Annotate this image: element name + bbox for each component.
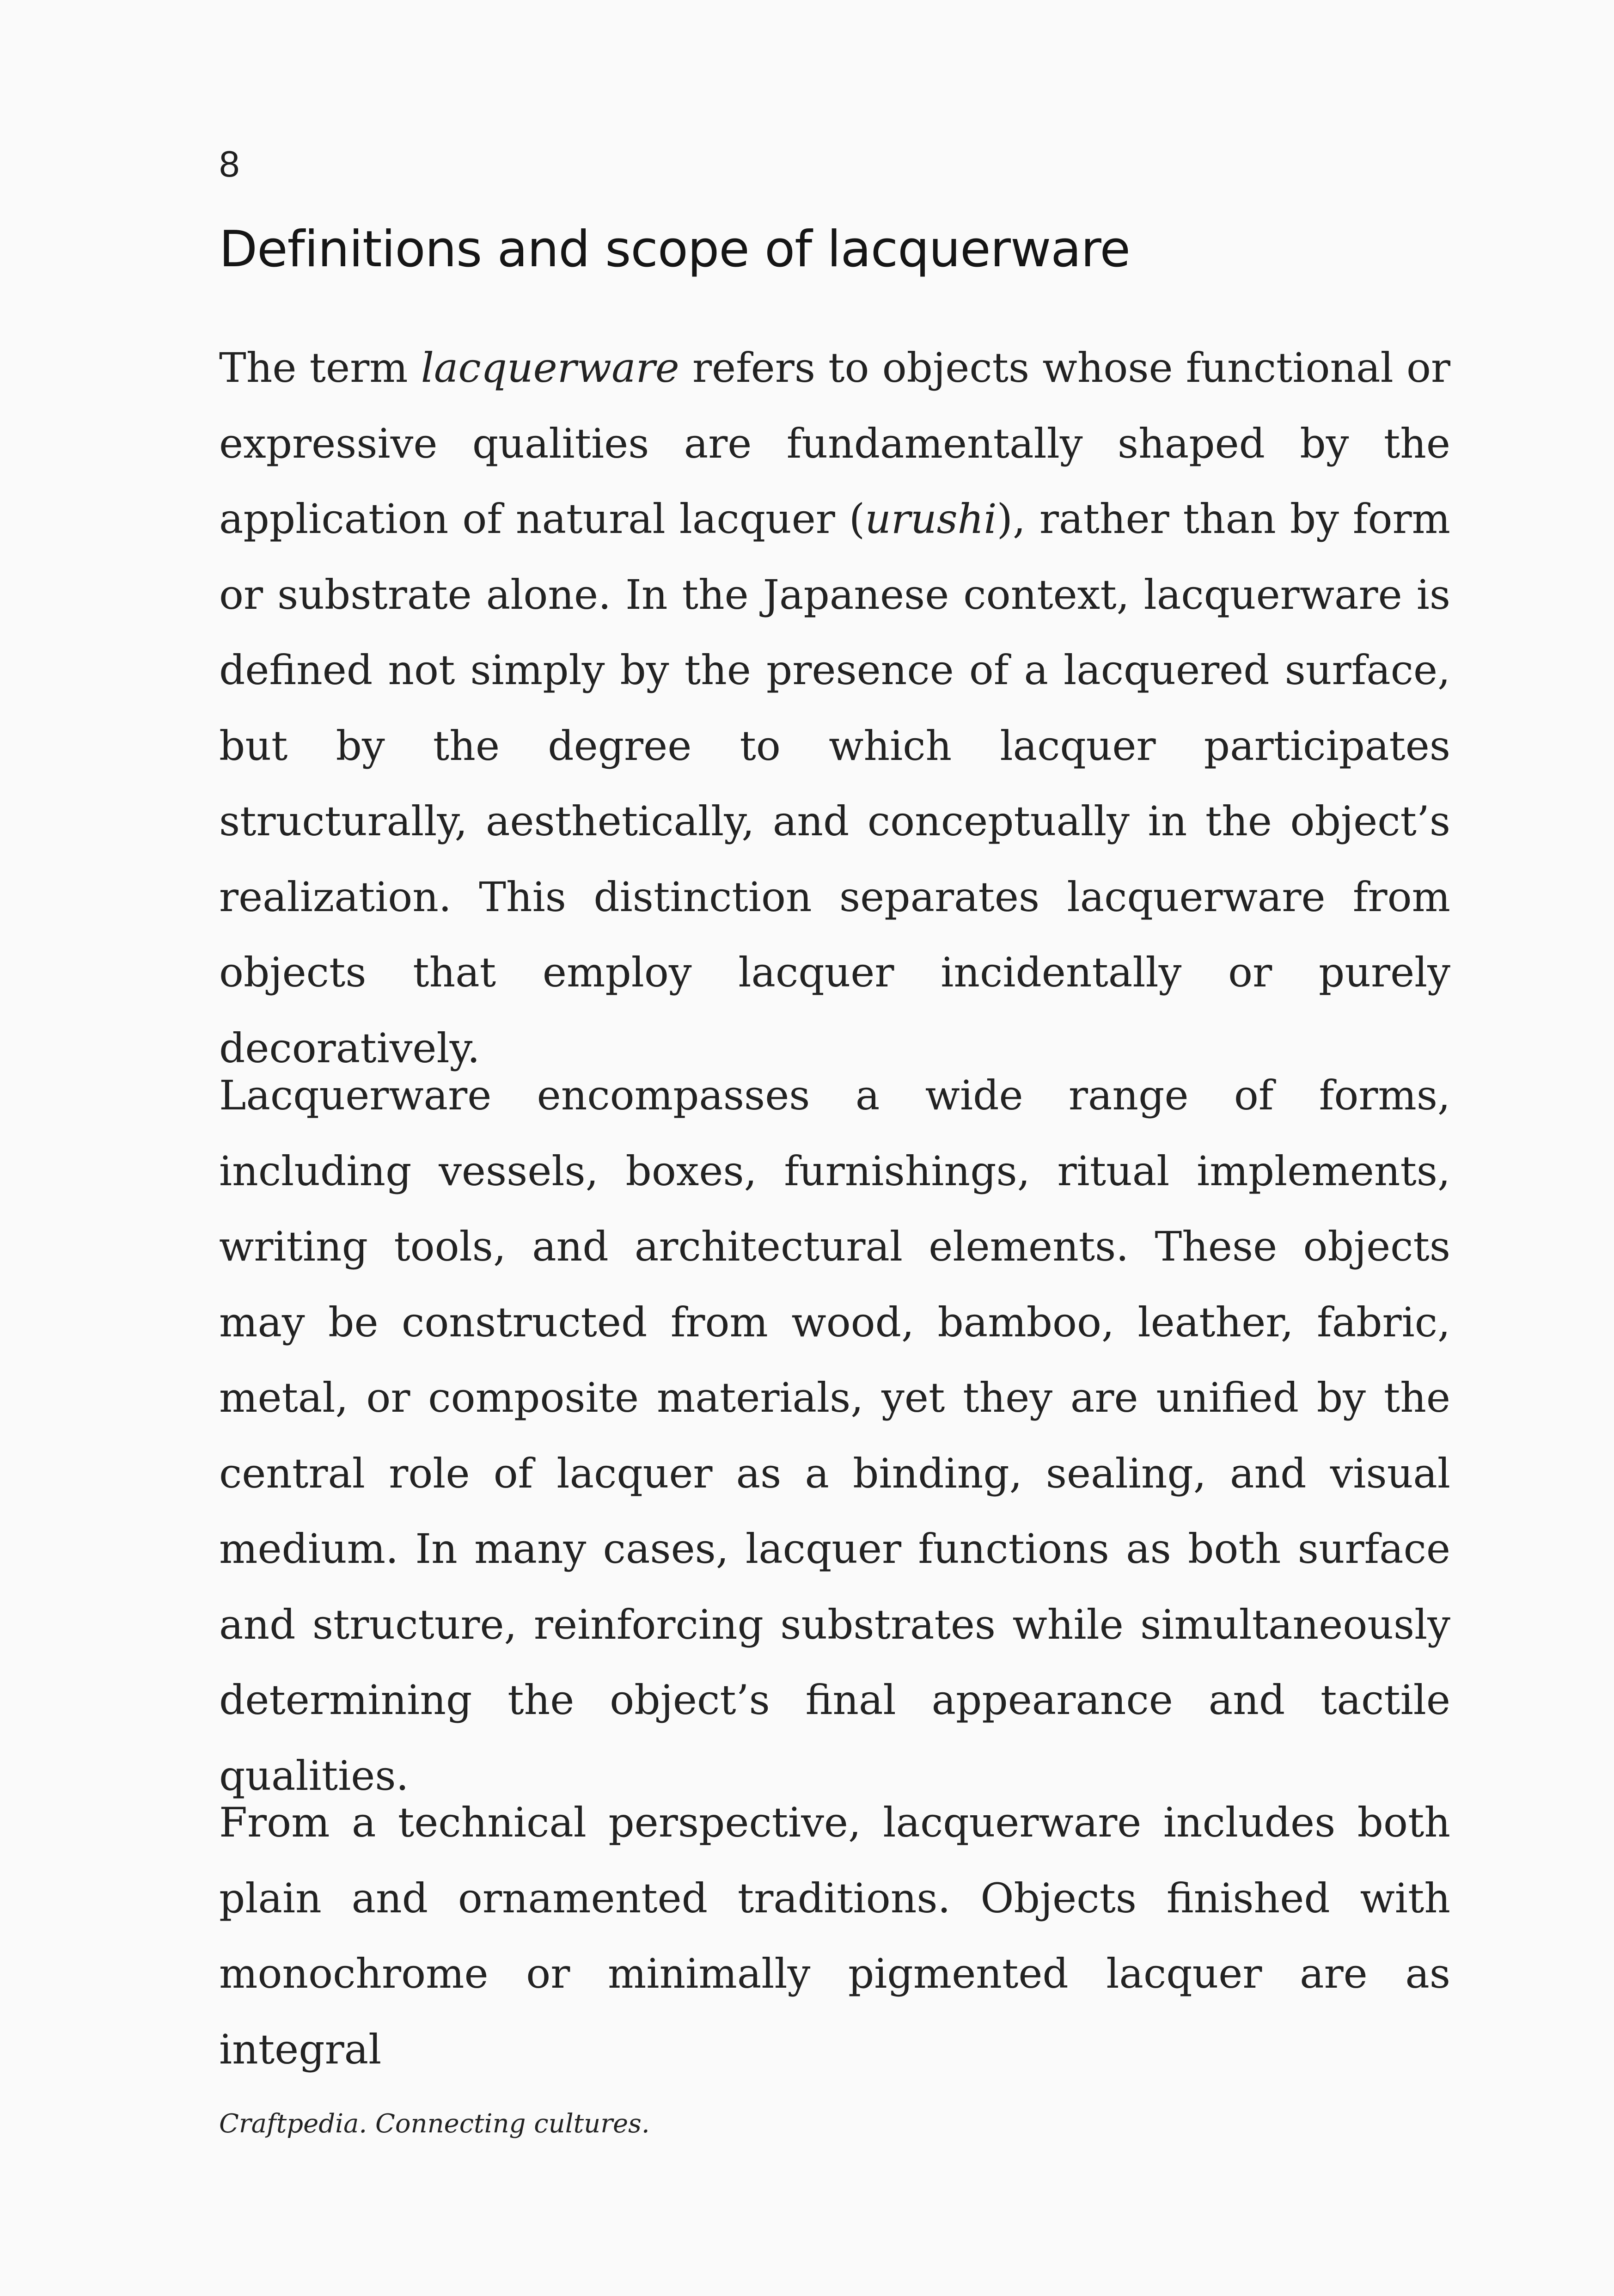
page-number: 8 (219, 143, 240, 184)
emphasis-term: urushi (865, 495, 997, 543)
paragraph-technical: From a technical perspective, lacquerware includes both plain and ornamented traditions. Objects finished with monochrome or minimally pigmented lacquer are as integral (219, 1799, 1450, 2073)
paragraph-text: refers to objects whose functional or expressive qualities are fundamentally shaped by the application of natural lacquer ( (219, 344, 1450, 543)
page-footer: Craftpedia. Connecting cultures. (219, 2109, 650, 2139)
paragraph-forms: Lacquerware encompasses a wide range of forms, including vessels, boxes, furnishings, ritual implements, writing tools, and architectural elements. These objects may be constructed from wood, bamboo, leather, fabric, metal, or composite materials, yet they are unified by the central role of lacquer as a binding, sealing, and visual medium. In many cases, lacquer functions as both surface and structure, reinforcing substrates while simultaneously determining the object’s final appearance and tactile qualities. (219, 1071, 1450, 1800)
paragraph-text: The term (219, 344, 421, 392)
page-title: Definitions and scope of lacquerware (219, 220, 1130, 278)
paragraph-definition (219, 330, 1450, 1086)
paragraph-text: ), rather than by form or substrate alone. In the Japanese context, lacquerware is defined not simply by the presence of a lacquered surface, but by the degree to which lacquer participates structurally, aesthetically, and conceptually in the object’s realization. This distinction separates lacquerware from objects that employ lacquer incidentally or purely decoratively. (219, 495, 1450, 1072)
emphasis-term: lacquerware (421, 344, 679, 392)
